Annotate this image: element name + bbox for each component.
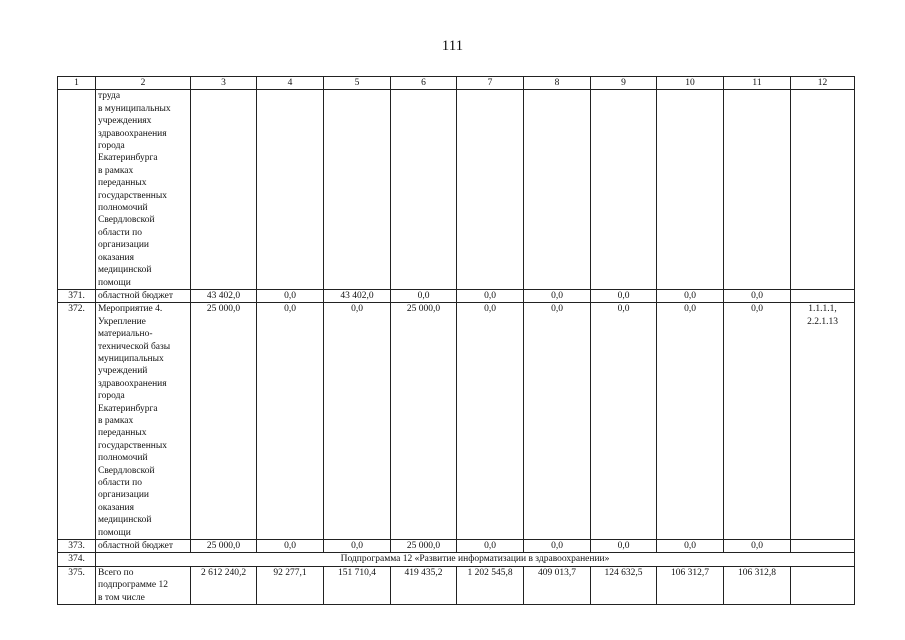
value-cell: 124 632,5 — [591, 566, 657, 604]
header-row — [58, 77, 855, 90]
header-cell: 4 — [257, 77, 324, 90]
value-cell: 0,0 — [457, 289, 524, 302]
value-cell: 0,0 — [724, 289, 791, 302]
value-cell: 0,0 — [724, 540, 791, 553]
value-cell: 419 435,2 — [391, 566, 457, 604]
header-cell: 7 — [457, 77, 524, 90]
row-name: Мероприятие 4. Укрепление материально- технической базы муниципальных учреждений здравоохранения города Екатеринбурга в рамках переданных государственных полномочий Свердловской области по организации оказания медицинской помощи — [96, 303, 191, 540]
value-cell: 0,0 — [591, 289, 657, 302]
value-cell — [391, 90, 457, 290]
row-number: 372. — [58, 303, 96, 540]
table-row — [58, 90, 855, 290]
row-number: 375. — [58, 566, 96, 604]
value-cell: 0,0 — [391, 289, 457, 302]
table-row — [58, 289, 855, 302]
value-cell — [591, 90, 657, 290]
value-cell: 0,0 — [657, 289, 724, 302]
target-ref-cell — [791, 540, 855, 553]
table-row — [58, 540, 855, 553]
value-cell: 0,0 — [591, 303, 657, 540]
value-cell: 409 013,7 — [524, 566, 591, 604]
value-cell: 0,0 — [257, 303, 324, 540]
value-cell: 25 000,0 — [391, 540, 457, 553]
table-row-subprogram-title — [58, 553, 855, 566]
row-number: 373. — [58, 540, 96, 553]
value-cell: 0,0 — [657, 303, 724, 540]
value-cell: 1 202 545,8 — [457, 566, 524, 604]
row-name: труда в муниципальных учреждениях здравоохранения города Екатеринбурга в рамках переданных государственных полномочий Свердловской области по организации оказания медицинской помощи — [96, 90, 191, 290]
header-cell: 6 — [391, 77, 457, 90]
row-number: 374. — [58, 553, 96, 566]
value-cell: 0,0 — [257, 289, 324, 302]
value-cell: 0,0 — [591, 540, 657, 553]
header-cell: 3 — [191, 77, 257, 90]
row-number — [58, 90, 96, 290]
value-cell: 0,0 — [524, 540, 591, 553]
header-cell: 9 — [591, 77, 657, 90]
value-cell — [524, 90, 591, 290]
header-cell: 11 — [724, 77, 791, 90]
target-ref-cell — [791, 566, 855, 604]
value-cell: 0,0 — [257, 540, 324, 553]
value-cell: 25 000,0 — [191, 303, 257, 540]
header-cell: 2 — [96, 77, 191, 90]
value-cell: 43 402,0 — [324, 289, 391, 302]
target-ref-cell — [791, 90, 855, 290]
value-cell: 0,0 — [324, 540, 391, 553]
budget-table — [57, 76, 855, 605]
value-cell: 0,0 — [457, 540, 524, 553]
row-name: областной бюджет — [96, 289, 191, 302]
value-cell: 0,0 — [724, 303, 791, 540]
table-row — [58, 303, 855, 540]
header-cell: 8 — [524, 77, 591, 90]
target-ref-cell: 1.1.1.1, 2.2.1.13 — [791, 303, 855, 540]
value-cell — [191, 90, 257, 290]
value-cell: 106 312,7 — [657, 566, 724, 604]
value-cell: 0,0 — [457, 303, 524, 540]
value-cell: 106 312,8 — [724, 566, 791, 604]
header-cell: 1 — [58, 77, 96, 90]
value-cell: 0,0 — [524, 289, 591, 302]
header-cell: 10 — [657, 77, 724, 90]
header-cell: 5 — [324, 77, 391, 90]
value-cell: 2 612 240,2 — [191, 566, 257, 604]
value-cell: 0,0 — [524, 303, 591, 540]
subprogram-title: Подпрограмма 12 «Развитие информатизации в здравоохранении» — [96, 553, 855, 566]
value-cell: 25 000,0 — [191, 540, 257, 553]
value-cell: 151 710,4 — [324, 566, 391, 604]
table-row-subprogram-total — [58, 566, 855, 604]
value-cell — [324, 90, 391, 290]
value-cell — [257, 90, 324, 290]
row-name: областной бюджет — [96, 540, 191, 553]
value-cell: 92 277,1 — [257, 566, 324, 604]
row-name: Всего по подпрограмме 12 в том числе — [96, 566, 191, 604]
row-number: 371. — [58, 289, 96, 302]
value-cell: 0,0 — [324, 303, 391, 540]
value-cell — [657, 90, 724, 290]
value-cell — [724, 90, 791, 290]
header-cell: 12 — [791, 77, 855, 90]
value-cell — [457, 90, 524, 290]
value-cell: 43 402,0 — [191, 289, 257, 302]
value-cell: 0,0 — [657, 540, 724, 553]
target-ref-cell — [791, 289, 855, 302]
value-cell: 25 000,0 — [391, 303, 457, 540]
page-number: 111 — [441, 38, 464, 54]
